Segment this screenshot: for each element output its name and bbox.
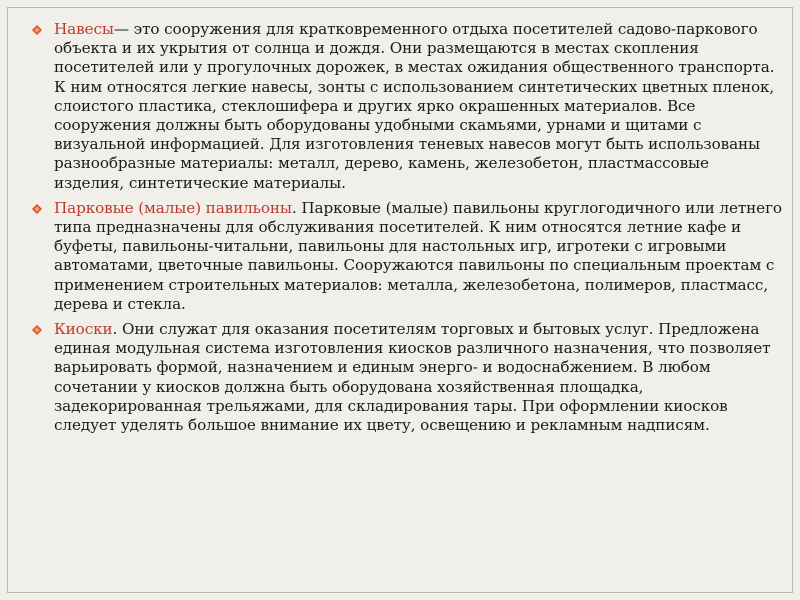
- paragraph-canopies: [30, 20, 782, 193]
- paragraph-text: — это сооружения для кратковременного отдыха посетителей садово-паркового объекта и их укрытия от солнца и дождя. Они размещаются в местах скопления посетителей или у прогулочных дорожек, в местах ожидания общественного транспорта. К ним относятся легкие навесы, зонты с использованием синтетических цветных пленок, слоистого пластика, стеклошифера и других ярко окрашенных материалов. Все сооружения должны быть оборудованы удобными скамьями, урнами и щитами с визуальной информацией. Для изготовления теневых навесов могут быть использованы разнообразные материалы: металл, дерево, камень, железобетон, пластмассовые изделия, синтетические материалы.: [54, 20, 775, 192]
- paragraph-pavilions: [30, 199, 782, 314]
- paragraph-kiosks: [30, 320, 782, 435]
- term-pavilions: Парковые (малые) павильоны: [54, 198, 292, 217]
- bullet-icon: [32, 325, 42, 335]
- slide-content: [30, 20, 782, 441]
- term-canopies: Навесы: [54, 20, 114, 38]
- bullet-icon: [32, 25, 42, 35]
- term-kiosks: Киоски: [54, 320, 113, 339]
- paragraph-text: . Они служат для оказания посетителям торговых и бытовых услуг. Предложена единая модульная система изготовления киосков различного назначения, что позволяет варьировать формой, назначением и единым энерго- и водоснабжением. В любом сочетании у киосков должна быть оборудована хозяйственная площадка, задекорированная трельяжами, для складирования тары. При оформлении киосков следует уделять большое внимание их цвету, освещению и рекламным надписям.: [54, 320, 771, 435]
- bullet-icon: [32, 204, 42, 214]
- paragraph-text: . Парковые (малые) павильоны круглогодичного или летнего типа предназначены для обслуживания посетителей. К ним относятся летние кафе и буфеты, павильоны-читальни, павильоны для настольных игр, игротеки с игровыми автоматами, цветочные павильоны. Сооружаются павильоны по специальным проектам с применением строительных материалов: металла, железобетона, полимеров, пластмасс, дерева и стекла.: [54, 198, 782, 313]
